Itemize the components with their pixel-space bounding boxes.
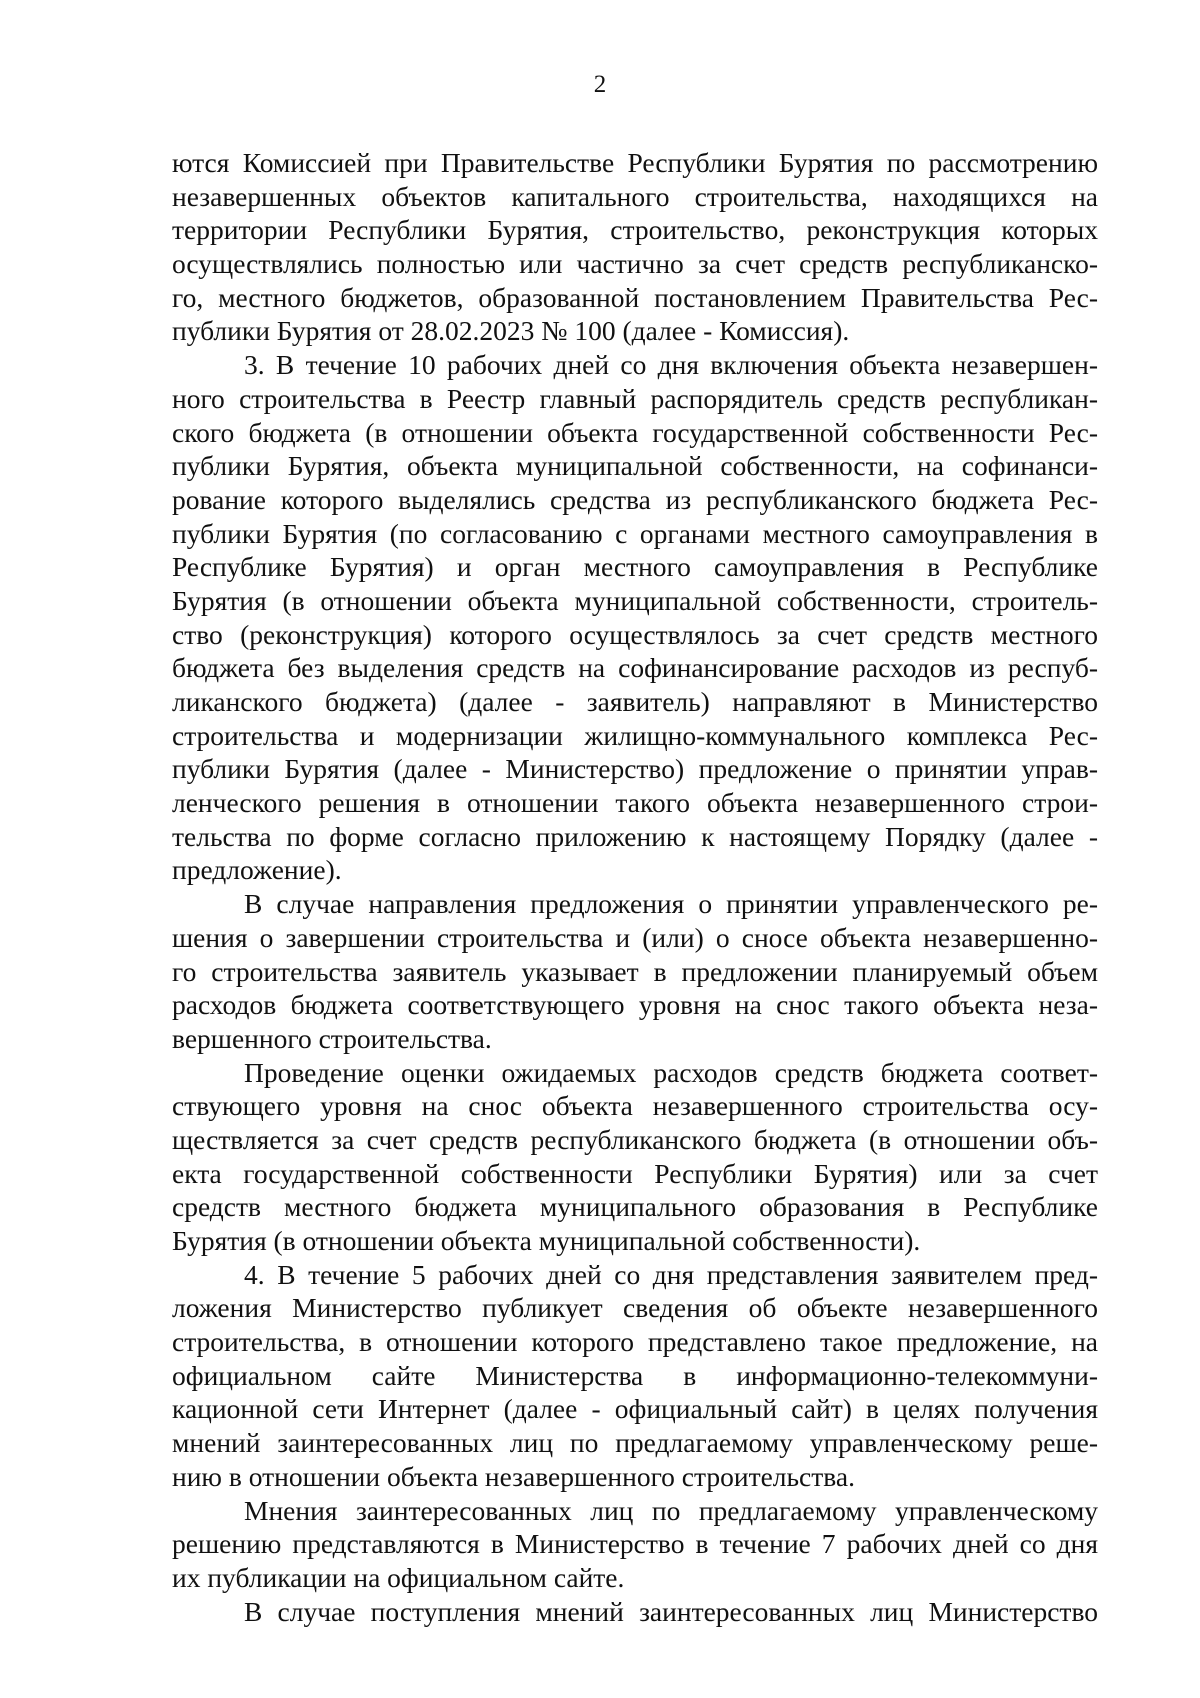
paragraph	[172, 1595, 1098, 1629]
text-line: Бурятия (в отношении объекта муниципальной собственности, строитель-	[172, 584, 1098, 616]
text-line: бюджета без выделения средств на софинансирование расходов из респуб-	[172, 652, 1098, 684]
text-line: В случае поступления мнений заинтересованных лиц Министерство	[244, 1595, 1098, 1627]
text-line: Бурятия (в отношении объекта муниципальной собственности).	[172, 1225, 921, 1256]
text-line: В случае направления предложения о принятии управленческого ре-	[244, 888, 1098, 920]
text-line: го строительства заявитель указывает в предложении планируемый объем	[172, 955, 1098, 987]
text-line: официальном сайте Министерства в информационно-телекоммуни-	[172, 1359, 1098, 1391]
text-line: ленческого решения в отношении такого объекта незавершенного строи-	[172, 787, 1098, 819]
text-line: предложение).	[172, 854, 342, 886]
text-line: средств местного бюджета муниципального образования в Республике	[172, 1191, 1098, 1223]
text-line: кационной сети Интернет (далее - официальный сайт) в целях получения	[172, 1393, 1098, 1425]
text-line: нию в отношении объекта незавершенного строительства.	[172, 1460, 855, 1492]
text-line: незавершенных объектов капитального строительства, находящихся на	[172, 180, 1098, 212]
text-line: публики Бурятия (по согласованию с органами местного самоуправления в	[172, 517, 1098, 549]
page-number: 2	[593, 71, 607, 98]
text-line: шения о завершении строительства и (или) о сносе объекта незавершенно-	[172, 921, 1098, 953]
text-line: строительства, в отношении которого представлено такое предложение, на	[172, 1326, 1098, 1358]
text-line: ликанского бюджета) (далее - заявитель) направляют в Министерство	[172, 686, 1098, 717]
text-line: публики Бурятия, объекта муниципальной собственности, на софинанси-	[172, 450, 1098, 482]
text-line: Мнения заинтересованных лиц по предлагаемому управленческому	[244, 1494, 1098, 1526]
paragraph	[172, 887, 1098, 1055]
paragraph	[172, 1258, 1098, 1494]
text-line: публики Бурятия от 28.02.2023 № 100 (далее - Комиссия).	[172, 315, 850, 347]
text-line: ного строительства в Реестр главный распорядитель средств республикан-	[172, 382, 1098, 414]
text-line: 4. В течение 5 рабочих дней со дня представления заявителем пред-	[244, 1258, 1098, 1290]
text-line: Республике Бурятия) и орган местного самоуправления в Республике	[172, 551, 1098, 583]
text-line: строительства и модернизации жилищно-коммунального комплекса Рес-	[172, 719, 1098, 751]
text-line: ложения Министерство публикует сведения об объекте незавершенного	[172, 1292, 1098, 1324]
text-line: решению представляются в Министерство в течение 7 рабочих дней со дня	[172, 1528, 1098, 1560]
text-line: публики Бурятия (далее - Министерство) предложение о принятии управ-	[172, 753, 1098, 785]
text-line: территории Республики Бурятия, строительство, реконструкция которых	[172, 214, 1098, 246]
text-line: вершенного строительства.	[172, 1022, 492, 1054]
text-line: осуществлялись полностью или частично за счет средств республиканско-	[172, 248, 1098, 280]
paragraph	[172, 1494, 1098, 1595]
text-line: 3. В течение 10 рабочих дней со дня включения объекта незавершен-	[244, 349, 1098, 381]
text-line: их публикации на официальном сайте.	[172, 1561, 625, 1593]
text-line: тельства по форме согласно приложению к настоящему Порядку (далее -	[172, 820, 1098, 852]
text-line: рование которого выделялись средства из республиканского бюджета Рес-	[172, 483, 1098, 515]
paragraph	[172, 146, 1098, 348]
text-line: го, местного бюджетов, образованной постановлением Правительства Рес-	[172, 281, 1098, 313]
text-line: ствующего уровня на снос объекта незавершенного строительства осу-	[172, 1090, 1098, 1122]
paragraph	[172, 1056, 1098, 1258]
document-body	[172, 146, 1098, 1628]
text-line: екта государственной собственности Республики Бурятия) или за счет	[172, 1157, 1098, 1189]
text-line: мнений заинтересованных лиц по предлагаемому управленческому реше-	[172, 1427, 1098, 1459]
text-line: ство (реконструкция) которого осуществлялось за счет средств местного	[172, 618, 1098, 650]
paragraph	[172, 348, 1098, 887]
text-line: расходов бюджета соответствующего уровня на снос такого объекта неза-	[172, 989, 1098, 1021]
text-line: Проведение оценки ожидаемых расходов средств бюджета соответ-	[244, 1056, 1098, 1088]
text-line: ществляется за счет средств республиканского бюджета (в отношении объ-	[172, 1123, 1098, 1155]
text-line: ского бюджета (в отношении объекта государственной собственности Рес-	[172, 416, 1098, 448]
text-line: ются Комиссией при Правительстве Республики Бурятия по рассмотрению	[172, 147, 1098, 178]
